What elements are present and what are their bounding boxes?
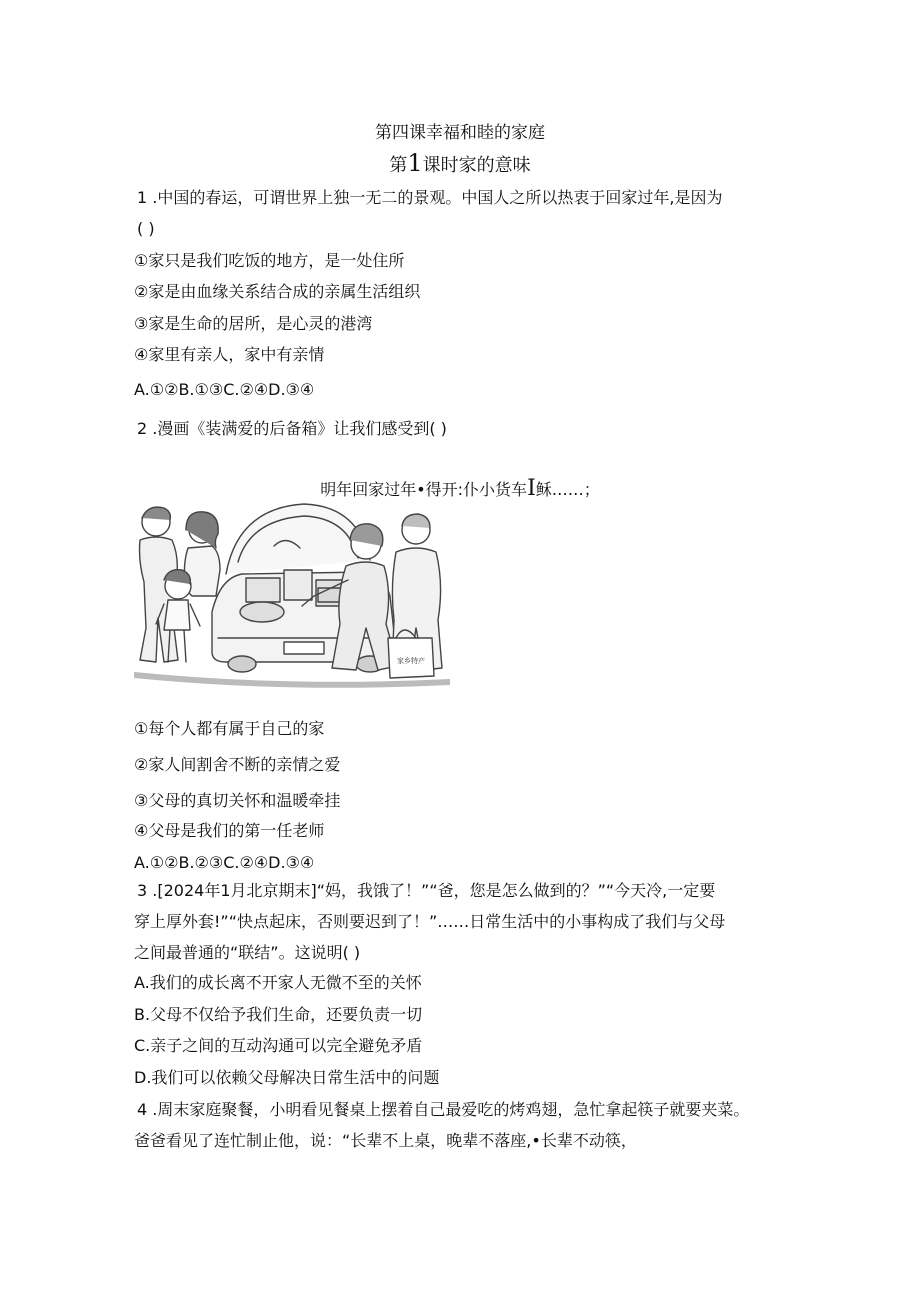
caption-part-b: 稣……； [535,480,600,499]
q3-option-d: D.我们可以依赖父母解决日常生活中的问题 [134,1068,440,1087]
cartoon-illustration [134,500,450,696]
q2-option-2: ②家人间割舍不断的亲情之爱 [134,755,341,774]
q1-option-1: ①家只是我们吃饭的地方，是一处住所 [134,251,405,270]
q1-blank: ( ) [137,219,155,238]
q2-option-3: ③父母的真切关怀和温暖牵挂 [134,791,341,810]
subtitle-suffix: 课时家的意味 [422,155,531,176]
q3-option-a: A.我们的成长离不开家人无微不至的关怀 [134,973,422,992]
q1-stem: 1 .中国的春运，可谓世界上独一无二的景观。中国人之所以热衷于回家过年,是因为 [137,188,723,207]
q2-choices: A.①②B.②③C.②④D.③④ [134,853,315,872]
lesson-subtitle [0,149,920,177]
q4-stem-line-1: 4 .周末家庭聚餐，小明看见餐桌上摆着自己最爱吃的烤鸡翅，急忙拿起筷子就要夹菜。 [137,1100,750,1119]
q1-option-3: ③家是生命的居所，是心灵的港湾 [134,314,373,333]
q3-stem-line-1: 3 .[2024年1月北京期末]“妈，我饿了！”“爸，您是怎么做到的？”“今天冷,一定要 [137,881,716,900]
lesson-title: 第四课幸福和睦的家庭 [375,123,545,143]
q2-option-4: ④父母是我们的第一任老师 [134,821,325,840]
q1-option-2: ②家是由血缘关系结合成的亲属生活组织 [134,282,421,301]
q3-option-b: B.父母不仅给予我们生命，还要负责一切 [134,1005,423,1024]
subtitle-number: 1 [407,149,423,177]
q2-stem: 2 .漫画《装满爱的后备箱》让我们感受到( ) [137,419,447,438]
q3-stem-line-2: 穿上厚外套!”“快点起床，否则要迟到了！”……日常生活中的小事构成了我们与父母 [134,912,726,931]
q3-option-c: C.亲子之间的互动沟通可以完全避免矛盾 [134,1036,423,1055]
q2-option-1: ①每个人都有属于自己的家 [134,719,325,738]
q1-option-4: ④家里有亲人，家中有亲情 [134,345,325,364]
q3-stem-line-3: 之间最普通的“联结”。这说明( ) [134,943,361,962]
caption-part-a: 明年回家过年•得开:仆小货车 [320,480,528,499]
subtitle-prefix: 第 [389,155,408,176]
caption-glyph: I [527,476,536,501]
cartoon-caption [0,478,920,501]
q1-choices: A.①②B.①③C.②④D.③④ [134,380,315,399]
gift-bag-label: 家乡特产 [397,657,425,665]
q4-stem-line-2: 爸爸看见了连忙制止他，说：“长辈不上桌，晚辈不落座,•长辈不动筷， [134,1131,637,1150]
